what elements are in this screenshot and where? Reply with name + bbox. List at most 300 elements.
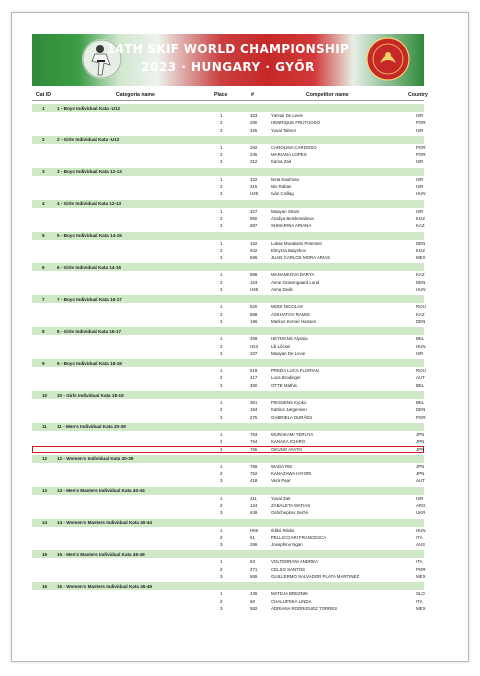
result-row — [32, 311, 424, 318]
result-country: DEN — [416, 279, 426, 285]
competitor-name: HEYMANS Alyssia — [271, 336, 308, 342]
competitor-name: Luca Brodinger — [271, 375, 301, 381]
result-place: 1 — [220, 368, 223, 374]
category-name: 8 - Girls Individual Kata 16-17 — [57, 328, 122, 334]
result-place: 2 — [220, 215, 223, 221]
competitor-name: Yannai De Levie — [271, 113, 303, 118]
result-number: 555 — [250, 574, 258, 580]
result-row — [32, 247, 424, 254]
result-number: 327 — [250, 208, 258, 214]
result-number: 53 — [250, 559, 255, 565]
result-number: H39 — [250, 191, 259, 197]
result-country: ISR — [416, 176, 424, 182]
category-row — [32, 550, 424, 558]
result-place: 3 — [220, 446, 223, 452]
result-number: H38 — [250, 287, 259, 293]
category-id: 8 — [42, 328, 45, 334]
result-country: ROU — [416, 368, 426, 374]
competitor-name: OTTE Mathis — [271, 382, 297, 388]
competitor-name: PELLICCIARI FRANCESCA — [271, 534, 327, 540]
result-place: 2 — [220, 439, 223, 445]
category-row — [32, 263, 424, 271]
result-number: 271 — [250, 566, 258, 572]
category-name: 16 - Women's Masters Individual Kata 45-49 — [57, 583, 152, 589]
category-id: 16 — [42, 583, 48, 589]
highlighted-result-row — [32, 446, 424, 453]
result-place: 1 — [220, 208, 223, 214]
competitor-name: Lili Lőcsei — [271, 343, 291, 349]
result-number: H23 — [250, 343, 259, 349]
competitor-name: KANAZAWA HIYORI — [271, 471, 312, 477]
result-row — [32, 367, 424, 374]
result-row — [32, 406, 424, 413]
result-row — [32, 343, 424, 350]
result-row — [32, 527, 424, 534]
competitor-name: MODI NICOLAS — [271, 304, 303, 310]
result-place: 2 — [220, 534, 223, 540]
result-country: BEL — [416, 400, 425, 406]
result-number: 184 — [250, 407, 258, 413]
result-country: ISR — [416, 208, 424, 214]
competitor-name: Oshchepkov Serhii — [271, 510, 308, 516]
result-row — [32, 240, 424, 247]
category-id: 12 — [42, 456, 48, 462]
result-country: AUS — [416, 542, 426, 548]
result-place: 2 — [220, 471, 223, 477]
skif-emblem — [366, 37, 410, 81]
result-row — [32, 399, 424, 406]
result-number: 322 — [250, 176, 258, 182]
result-country: ITA — [416, 534, 423, 540]
result-place: 2 — [220, 279, 223, 285]
category-id: 14 — [42, 520, 48, 526]
result-place: 3 — [220, 318, 223, 324]
result-place: 3 — [220, 127, 223, 133]
result-country: DEN — [416, 407, 426, 413]
result-number: 765 — [250, 446, 258, 452]
category-name: 14 - Women's Masters Individual Kata 40-44 — [57, 520, 152, 526]
result-row — [32, 590, 424, 597]
result-row — [32, 509, 424, 516]
competitor-name: Lukas Murakami Petersen — [271, 240, 323, 246]
result-number: 312 — [250, 159, 258, 165]
category-id: 1 — [42, 105, 45, 111]
category-name: 7 - Boys Individual Kata 16-17 — [57, 296, 122, 302]
competitor-name: JUAN CARLOS MORA ARIAS — [271, 255, 331, 261]
competitor-name: Maayan De Levie — [271, 350, 306, 356]
result-number: 323 — [250, 113, 258, 118]
result-number: 649 — [250, 510, 258, 516]
result-number: 337 — [250, 350, 258, 356]
result-country: ISR — [416, 184, 424, 190]
category-name: 4 - Girls Individual Kata 12-13 — [57, 201, 122, 207]
result-country: POR — [416, 152, 426, 158]
result-number: 275 — [250, 414, 258, 420]
result-place: 2 — [220, 152, 223, 158]
banner-subtitle: 2023 · HUNGARY · GYŐR — [141, 60, 315, 74]
result-country: DEN — [416, 240, 426, 246]
category-row — [32, 359, 424, 367]
category-row — [32, 391, 424, 399]
competitor-name: ASKHATOV RAMIS — [271, 311, 310, 317]
result-number: 887 — [250, 223, 258, 229]
header-country: Country — [408, 92, 428, 98]
document-page — [11, 12, 469, 662]
competitor-name: Anna Deák — [271, 287, 293, 293]
result-place: 3 — [220, 382, 223, 388]
result-place: 1 — [220, 527, 223, 533]
result-row — [32, 208, 424, 215]
result-number: 582 — [250, 605, 258, 611]
competitor-name: VOLTERRANI ANDREA — [271, 559, 319, 565]
result-country: KAZ — [416, 223, 425, 229]
result-country: MEX — [416, 255, 426, 261]
result-place: 1 — [220, 336, 223, 342]
result-place: 1 — [220, 144, 223, 150]
result-place: 2 — [220, 598, 223, 604]
result-number: 235 — [250, 152, 258, 158]
result-place: 3 — [220, 605, 223, 611]
category-row — [32, 168, 424, 176]
competitor-name: GABRIELA DURÃES — [271, 414, 313, 420]
competitor-name: GUILLERMO SALVADOR PLATA MARTINEZ — [271, 574, 360, 580]
result-country: ISR — [416, 495, 424, 501]
result-place: 1 — [220, 240, 223, 246]
result-place: 3 — [220, 414, 223, 420]
result-row — [32, 183, 424, 190]
result-place: 3 — [220, 159, 223, 165]
result-row — [32, 222, 424, 229]
result-country: KGZ — [416, 215, 426, 221]
category-id: 11 — [42, 424, 47, 430]
result-number: 763 — [250, 431, 258, 437]
result-place: 1 — [220, 272, 223, 278]
header-place: Place — [214, 92, 228, 98]
result-place: 3 — [220, 478, 223, 484]
result-number: 418 — [250, 478, 258, 484]
result-country: ISR — [416, 113, 424, 118]
result-country: JPN — [416, 463, 425, 469]
result-country: MEX — [416, 574, 426, 580]
result-row — [32, 495, 424, 502]
result-number: 286 — [250, 542, 258, 548]
result-place: 3 — [220, 223, 223, 229]
result-row — [32, 119, 424, 126]
result-country: KAZ — [416, 272, 425, 278]
category-name: 3 - Boys Individual Kata 12-13 — [57, 169, 122, 175]
result-country: SLO — [416, 591, 425, 597]
result-row — [32, 566, 424, 573]
result-number: 436 — [250, 591, 258, 597]
result-row — [32, 605, 424, 612]
results-table — [32, 102, 424, 612]
competitor-name: Anne Gravengaard Lund — [271, 279, 320, 285]
category-id: 3 — [42, 169, 45, 175]
result-row — [32, 558, 424, 565]
result-place: 1 — [220, 400, 223, 406]
result-place: 3 — [220, 510, 223, 516]
result-country: ITA — [416, 598, 423, 604]
result-place: 2 — [220, 502, 223, 508]
result-number: 124 — [250, 502, 258, 508]
category-row — [32, 327, 424, 335]
results-table-header — [32, 90, 428, 101]
result-place: 3 — [220, 191, 223, 197]
result-row — [32, 534, 424, 541]
category-name: 13 - Men's Masters Individual Kata 40-44 — [57, 488, 145, 494]
result-row — [32, 158, 424, 165]
result-row — [32, 151, 424, 158]
result-country: JPN — [416, 446, 425, 452]
competitor-name: Yuval Zait — [271, 495, 291, 501]
result-number: 586 — [250, 255, 258, 261]
result-place: 2 — [220, 120, 223, 126]
result-place: 1 — [220, 463, 223, 469]
result-row — [32, 502, 424, 509]
result-country: AUT — [416, 375, 425, 381]
competitor-name: Markus Kerner Hansen — [271, 318, 317, 324]
result-number: 960 — [250, 215, 258, 221]
category-id: 15 — [42, 551, 48, 557]
result-number: 280 — [250, 120, 258, 126]
category-row — [32, 200, 424, 208]
result-place: 1 — [220, 176, 223, 182]
result-number: 60 — [250, 598, 255, 604]
result-country: JPN — [416, 471, 425, 477]
category-id: 2 — [42, 137, 45, 143]
result-country: ISR — [416, 350, 424, 356]
category-id: 6 — [42, 264, 45, 270]
category-name: 6 - Girls Individual Kata 14-15 — [57, 264, 122, 270]
competitor-name: Iván Csillag — [271, 191, 294, 197]
category-name: 1 - Boys Individual Kata -U12 — [57, 105, 121, 111]
result-number: 417 — [250, 375, 258, 381]
category-row — [32, 487, 424, 495]
category-name: 12 - Women's Individual Kata 20-39 — [57, 456, 134, 462]
competitor-name: Niv Raban — [271, 184, 292, 190]
category-id: 13 — [42, 488, 48, 494]
championship-banner — [32, 34, 424, 86]
competitor-name: ADRIANA RODRIGUEZ TORRES — [271, 605, 338, 611]
result-number: H06 — [250, 527, 259, 533]
result-row — [32, 286, 424, 293]
result-place: 2 — [220, 247, 223, 253]
result-country: KGZ — [416, 247, 426, 253]
result-number: 764 — [250, 439, 258, 445]
result-place: 3 — [220, 287, 223, 293]
category-name: 5 - Boys Individual Kata 14-15 — [57, 233, 122, 239]
competitor-name: Katrine Jørgensen — [271, 407, 307, 413]
result-place: 3 — [220, 542, 223, 548]
result-place: 2 — [220, 311, 223, 317]
result-row — [32, 438, 424, 445]
result-place: 1 — [220, 591, 223, 597]
result-country: MEX — [416, 605, 426, 611]
result-country: HUN — [416, 191, 426, 197]
result-row — [32, 598, 424, 605]
category-row — [32, 582, 424, 590]
result-row — [32, 112, 424, 119]
category-name: 2 - Girls Individual Kata -U12 — [57, 137, 120, 143]
result-country: DEN — [416, 318, 426, 324]
result-country: HUN — [416, 343, 426, 349]
result-row — [32, 144, 424, 151]
competitor-name: CELSO SANTOS — [271, 566, 306, 572]
competitor-name: WADA RIE — [271, 463, 293, 469]
header-cat-id: Cat ID — [36, 92, 51, 98]
result-country: JPN — [416, 439, 425, 445]
result-number: 519 — [250, 368, 258, 374]
result-place: 2 — [220, 343, 223, 349]
result-row — [32, 382, 424, 389]
result-place: 1 — [220, 495, 223, 501]
category-row — [32, 232, 424, 240]
competitor-name: CHALUPSKA LINDA — [271, 598, 312, 604]
competitor-name: Elmyrza Baiyshov — [271, 247, 306, 253]
category-id: 4 — [42, 201, 45, 207]
result-row — [32, 254, 424, 261]
category-name: 9 - Boys Individual Kata 18-19 — [57, 360, 122, 366]
result-place: 1 — [220, 559, 223, 565]
competitor-name: MARIANA LOPES — [271, 152, 307, 158]
result-country: ISR — [416, 159, 424, 165]
competitor-name: MATEJA BREZNIK — [271, 591, 308, 597]
result-row — [32, 463, 424, 470]
result-place: 2 — [220, 375, 223, 381]
result-row — [32, 573, 424, 580]
result-row — [32, 470, 424, 477]
result-row — [32, 335, 424, 342]
result-row — [32, 318, 424, 325]
result-country: POR — [416, 120, 426, 126]
result-place: 3 — [220, 350, 223, 356]
category-row — [32, 519, 424, 527]
result-number: 886 — [250, 272, 258, 278]
competitor-name: Ildikó Rédai — [271, 527, 294, 533]
result-country: HUN — [416, 287, 426, 293]
result-row — [32, 541, 424, 548]
competitor-name: SHMARINA ARIANA — [271, 223, 312, 229]
competitor-name: CAROLINA CARDOSO — [271, 144, 317, 150]
result-country: ROU — [416, 304, 426, 310]
competitor-name: Vera Paar — [271, 478, 291, 484]
result-country: UKR — [416, 510, 426, 516]
competitor-name: ZABALETA MATIAS — [271, 502, 311, 508]
category-row — [32, 423, 424, 431]
category-id: 10 — [42, 392, 48, 398]
category-row — [32, 136, 424, 144]
result-number: 520 — [250, 304, 258, 310]
category-row — [32, 104, 424, 112]
result-number: 315 — [250, 184, 258, 190]
result-number: 888 — [250, 311, 258, 317]
result-country: ARG — [416, 502, 426, 508]
result-row — [32, 477, 424, 484]
result-country: ITA — [416, 559, 423, 565]
result-place: 2 — [220, 407, 223, 413]
result-number: 325 — [250, 127, 258, 133]
result-country: KAZ — [416, 311, 425, 317]
category-id: 9 — [42, 360, 45, 366]
category-row — [32, 455, 424, 463]
category-name: 15 - Men's Masters Individual Kata 45-49 — [57, 551, 145, 557]
result-row — [32, 414, 424, 421]
result-place: 3 — [220, 255, 223, 261]
header-category: Categoria name — [116, 92, 155, 98]
category-row — [32, 295, 424, 303]
result-country: POR — [416, 144, 426, 150]
competitor-name: HENRIQUE FRUTUOSO — [271, 120, 321, 126]
banner-title: 14TH SKIF WORLD CHAMPIONSHIP — [106, 42, 350, 56]
category-name: 10 - Girls Individual Kata 18-19 — [57, 392, 124, 398]
result-place: 3 — [220, 574, 223, 580]
result-row — [32, 271, 424, 278]
result-number: 766 — [250, 463, 258, 469]
result-country: POR — [416, 566, 426, 572]
result-place: 1 — [220, 113, 223, 118]
result-place: 2 — [220, 184, 223, 190]
result-row — [32, 431, 424, 438]
competitor-name: Kama Zait — [271, 159, 292, 165]
result-number: 196 — [250, 318, 258, 324]
competitor-name: PIESSENS Kyoko — [271, 400, 307, 406]
result-number: 311 — [250, 495, 257, 501]
result-row — [32, 215, 424, 222]
competitor-name: MURAKAMI TERUYA — [271, 431, 314, 437]
result-number: 61 — [250, 534, 255, 540]
competitor-name: OKUNO AYATO — [271, 446, 302, 452]
result-number: 152 — [250, 240, 258, 246]
category-id: 7 — [42, 296, 45, 302]
result-country: POR — [416, 414, 426, 420]
result-country: JPN — [416, 431, 425, 437]
result-row — [32, 350, 424, 357]
competitor-name: Neta Kaufman — [271, 176, 300, 182]
result-number: 762 — [250, 471, 258, 477]
competitor-name: MANANKOVA DARYA — [271, 272, 315, 278]
result-number: 359 — [250, 336, 258, 342]
result-row — [32, 190, 424, 197]
result-row — [32, 374, 424, 381]
result-number: 942 — [250, 247, 258, 253]
result-country: HUN — [416, 527, 426, 533]
result-number: 163 — [250, 279, 258, 285]
result-number: 282 — [250, 144, 258, 150]
result-number: 361 — [250, 400, 258, 406]
result-row — [32, 176, 424, 183]
result-number: 360 — [250, 382, 258, 388]
competitor-name: Yuval Talmor — [271, 127, 297, 133]
header-competitor: Competitor name — [306, 92, 349, 98]
result-place: 2 — [220, 566, 223, 572]
result-place: 1 — [220, 431, 223, 437]
competitor-name: PREDA LUCA FLORIAN — [271, 368, 319, 374]
competitor-name: Azaliya Beishenalieva — [271, 215, 314, 221]
result-country: BEL — [416, 336, 425, 342]
competitor-name: Maayan Shani — [271, 208, 300, 214]
competitor-name: KANAKA ICHIRO — [271, 439, 306, 445]
result-row — [32, 303, 424, 310]
header-number: # — [251, 92, 254, 98]
result-country: AUT — [416, 478, 425, 484]
result-row — [32, 279, 424, 286]
category-id: 5 — [42, 233, 45, 239]
competitor-name: Josephine Ngan — [271, 542, 303, 548]
result-country: ISR — [416, 127, 424, 133]
result-place: 1 — [220, 304, 223, 310]
category-name: 11 - Men's Individual Kata 20-39 — [57, 424, 126, 430]
result-country: BEL — [416, 382, 425, 388]
